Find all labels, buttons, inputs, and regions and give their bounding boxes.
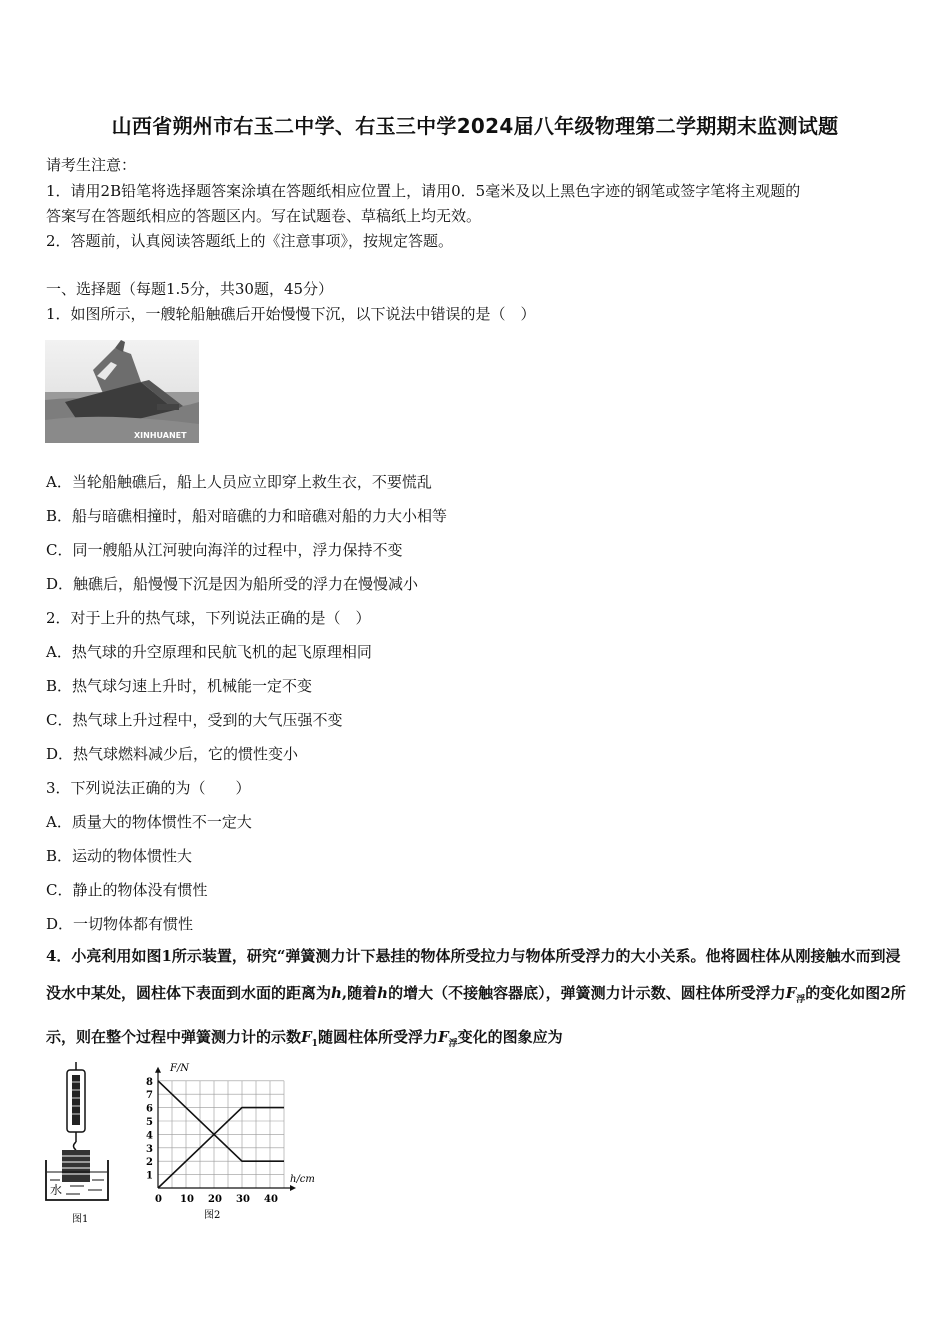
chart-y-tick-label: 4	[146, 1130, 153, 1142]
notice-item-1-line-1: 1．请用2B铅笔将选择题答案涂填在答题纸相应位置上，请用0．5毫米及以上黑色字迹的钢笔或签字笔将主观题的	[46, 182, 801, 200]
question-1-option-c: C．同一艘船从江河驶向海洋的过程中，浮力保持不变	[46, 541, 403, 559]
chart-x-tick-label: 40	[264, 1194, 278, 1205]
q4-text-1: 4．小亮利用如图1所示装置，研究“弹簧测力计下悬挂的物体所受拉力与物体所受浮力的大小关系。他将圆柱体从刚接触水而到浸没水中某处，圆柱体下表面到水面的距离为	[46, 947, 901, 1002]
chart-y-axis-label: F/N	[170, 1062, 190, 1074]
chart-y-tick-label: 6	[146, 1103, 153, 1115]
chart-x-tick-label: 30	[236, 1194, 250, 1205]
force-depth-chart	[138, 1056, 338, 1226]
question-1-option-d: D．触礁后，船慢慢下沉是因为船所受的浮力在慢慢减小	[46, 575, 419, 593]
question-1-option-a: A．当轮船触礁后，船上人员应立即穿上救生衣，不要慌乱	[46, 473, 432, 491]
chart-x-axis-label: h/cm	[290, 1174, 315, 1185]
q4-var-h-2: h	[377, 984, 389, 1002]
notice-item-2: 2．答题前，认真阅读答题纸上的《注意事项》，按规定答题。	[46, 232, 454, 250]
q4-var-h: h	[331, 984, 342, 1002]
chart-y-tick-label: 3	[146, 1143, 153, 1155]
q4-text-4: 的变化如图2所示，则在整个过程中弹簧测力计的示数	[46, 984, 906, 1046]
question-3-option-d: D．一切物体都有惯性	[46, 915, 194, 933]
question-3-option-c: C．静止的物体没有惯性	[46, 881, 208, 899]
question-1-stem: 1．如图所示，一艘轮船触礁后开始慢慢下沉，以下说法中错误的是（ ）	[46, 305, 536, 323]
figure-1	[40, 1062, 120, 1232]
page-title: 山西省朔州市右玉二中学、右玉三中学2024届八年级物理第二学期期末监测试题	[111, 114, 839, 138]
notice-item-1-line-2: 答案写在答题纸相应的答题区内。写在试题卷、草稿纸上均无效。	[46, 207, 482, 225]
q4-var-f1: F	[301, 1028, 312, 1046]
chart-x-arrow	[290, 1185, 296, 1191]
q4-text-2: ,随着	[341, 984, 378, 1002]
question-3-option-a: A．质量大的物体惯性不一定大	[46, 813, 252, 831]
q4-var-f-buoyancy: F	[785, 984, 797, 1002]
question-2-option-d: D．热气球燃料减少后，它的惯性变小	[46, 745, 299, 763]
chart-y-tick-label: 2	[146, 1157, 153, 1169]
chart-x-tick-label: 0	[155, 1194, 162, 1205]
question-3-option-b: B．运动的物体惯性大	[46, 847, 193, 865]
q4-sub-buoyancy-2: 浮	[448, 1039, 458, 1049]
water-label: 水	[50, 1183, 63, 1197]
q4-sub-buoyancy: 浮	[796, 995, 806, 1005]
notice-heading: 请考生注意：	[46, 156, 137, 174]
section-heading: 一、选择题（每题1.5分，共30题，45分）	[46, 280, 334, 298]
chart-x-tick-label: 10	[180, 1194, 194, 1205]
chart-y-tick-label: 7	[146, 1090, 153, 1102]
q4-text-6: 变化的图象应为	[457, 1028, 563, 1046]
question-2-option-a: A．热气球的升空原理和民航飞机的起飞原理相同	[46, 643, 372, 661]
question-2-option-c: C．热气球上升过程中，受到的大气压强不变	[46, 711, 343, 729]
q4-text-3: 的增大（不接触容器底），弹簧测力计示数、圆柱体所受浮力	[388, 984, 786, 1002]
chart-y-tick-label: 5	[146, 1117, 153, 1128]
cylinder-icon	[62, 1150, 90, 1182]
question-3-stem: 3．下列说法正确的为（ ）	[46, 779, 251, 797]
figure-1-caption: 图1	[72, 1214, 89, 1225]
spring-scale-icon	[67, 1062, 85, 1150]
sinking-ship-photo	[45, 340, 199, 443]
q4-text-5: 随圆柱体所受浮力	[317, 1028, 438, 1046]
figure-2-caption: 图2	[204, 1210, 221, 1221]
chart-y-tick-label: 8	[146, 1076, 153, 1088]
question-2-option-b: B．热气球匀速上升时，机械能一定不变	[46, 677, 313, 695]
q4-sub-1: 1	[311, 1039, 318, 1049]
photo-watermark: XINHUANET	[134, 431, 187, 440]
question-4-stem	[46, 938, 906, 1063]
chart-y-tick-label: 1	[146, 1170, 153, 1182]
chart-y-arrow	[155, 1067, 161, 1073]
question-2-stem: 2．对于上升的热气球，下列说法正确的是（ ）	[46, 609, 371, 627]
q4-var-f-buoyancy-2: F	[437, 1028, 449, 1046]
chart-x-tick-label: 20	[208, 1194, 222, 1205]
question-1-option-b: B．船与暗礁相撞时，船对暗礁的力和暗礁对船的力大小相等	[46, 507, 448, 525]
figure-2	[138, 1056, 338, 1226]
